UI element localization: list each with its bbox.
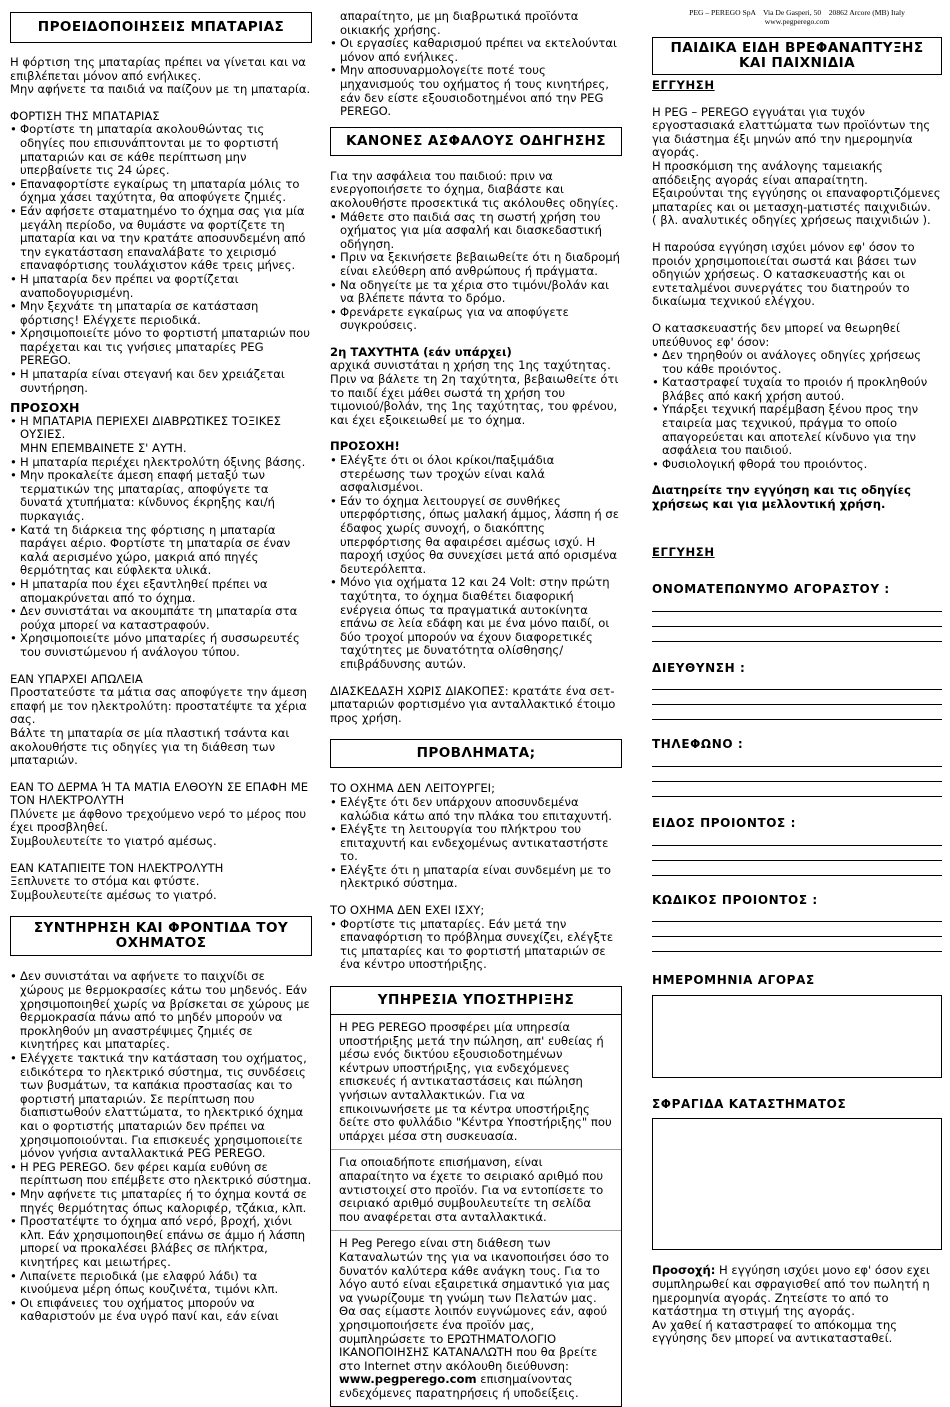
column-driving [330,0,622,1407]
form-line [652,846,942,861]
warranty-note-2: Αν χαθεί ή καταστραφεί το απόκομμα της εγγύησης δεν μπορεί να αντικατασταθεί. [652,1317,897,1346]
warranty-text-1b: Η προσκόμιση της ανάλογης ταμειακής απόδειξης αγοράς είναι απαραίτητη. [652,158,883,187]
skin-heading: ΕΑΝ ΤΟ ΔΕΡΜΑ Ή ΤΑ ΜΑΤΙΑ ΕΛΘΟΥΝ ΣΕ ΕΠΑΦΗ ΜΕ ΤΟΝ ΗΛΕΚΤΡΟΛΥΤΗ [10,779,309,808]
list-item: • Ελέγξτε ότι δεν υπάρχουν αποσυνδεμένα καλώδια κάτω από την πλάκα του επιταχυντή. [330,796,622,823]
caution-heading: ΠΡΟΣΟΧΗ [10,400,80,416]
list-item: • Οι εργασίες καθαρισμού πρέπει να εκτελούνται μόνον από ενήλικες. [330,37,622,64]
service-box [330,986,622,1407]
list-item: • Δεν τηρηθούν οι ανάλογες οδηγίες χρήσεως του κάθε προιόντος. [652,349,942,376]
list-item: • Καταστραφεί τυχαία το προιόν ή προκληθούν βλάβες από κακή χρήση αυτού. [652,376,942,403]
service-text-3 [339,1237,613,1400]
maintenance-list [10,970,312,1323]
warranty-text-1a: Η PEG – PEREGO εγγυάται για τυχόν εργοστασιακά ελαττώματα των προϊόντων της για διάστημα έξι μηνών από την ημερομηνία αγοράς. [652,104,931,160]
purchase-date-label: ΗΜΕΡΟΜΗΝΙΑ ΑΓΟΡΑΣ [652,973,815,988]
service-url: www.pegperego.com [339,1372,477,1387]
list-item: • Η μπαταρία περιέχει ηλεκτρολύτη όξινης βάσης. [10,456,312,470]
form-line [652,861,942,876]
battery-intro-2: Μην αφήνετε τα παιδιά να παίζουν με τη μπαταρία. [10,82,311,97]
swallow-text-1: Ξεπλυνετε το στόμα και φτύστε. [10,874,200,889]
service-tail: επισημαίνοντας ενδεχόμενες παρατηρήσεις ή υποδείξεις. [339,1372,579,1400]
service-text-2: Για οποιαδήποτε επισήμανση, είναι απαραίτητο να έχετε το σειριακό αριθμό που αντιστοιχεί στο προϊόν. Για να εντοπίσετε το σειριακό αριθμό συμβουλευτείτε τη σελίδα που αναφέρεται στα ανταλλακτικά. [339,1155,604,1224]
caution-list [10,415,312,660]
service-section-2 [331,1149,621,1230]
form-line [652,627,942,642]
list-item: • Ελέγξτε τη λειτουργία του πλήκτρου του επιταχυντή και ενδεχομένως αντικαταστήστε το. [330,823,622,864]
store-stamp-label: ΣΦΡΑΓΙΔΑ ΚΑΤΑΣΤΗΜΑΤΟΣ [652,1096,847,1111]
warranty-heading: ΕΓΓΥΗΣΗ [652,78,715,92]
list-item: • Φυσιολογική φθορά του προιόντος. [652,458,942,472]
list-item: • Να οδηγείτε με τα χέρια στο τιμόνι/βολάν και να βλέπετε πάντα το δρόμο. [330,279,622,306]
company-website: www.pegperego.com [764,17,830,26]
address-field[interactable] [652,675,942,720]
problem2-list [330,918,622,972]
list-item: • Η μπαταρία που έχει εξαντληθεί πρέπει να απομακρύνεται από το όχημα. [10,578,312,605]
product-code-field[interactable] [652,907,942,952]
form-line [652,907,942,922]
safe-list [330,211,622,333]
form-line [652,782,942,797]
battery-intro-1: Η φόρτιση της μπαταρίας πρέπει να γίνεται και να επιβλέπεται μόνον από ενήλικες. [10,55,306,83]
maintenance-title: ΣΥΝΤΗΡΗΣΗ ΚΑΙ ΦΡΟΝΤΙΔΑ ΤΟΥ ΟΧΗΜΑΤΟΣ [10,916,312,956]
service-section-3 [331,1230,621,1406]
list-item: • Η μπαταρία δεν πρέπει να φορτίζεται αναποδογυρισμένη. [10,273,312,300]
charging-list [10,123,312,395]
purchase-date-box[interactable] [652,995,942,1078]
list-item: • Οι επιφάνειες του οχήματος μπορούν να καθαριστούν με ένα υγρό πανί και, εάν είναι [10,1297,312,1324]
form-line [652,612,942,627]
buyer-name-field[interactable] [652,597,942,642]
form-heading: ΕΓΓΥΗΣΗ [652,544,715,559]
product-type-label: ΕΙΔΟΣ ΠΡΟΙΟΝΤΟΣ : [652,816,797,830]
problem1-heading: ΤΟ ΟΧΗΜΑ ΔΕΝ ΛΕΙΤΟΥΡΓΕΙ; [330,781,495,796]
note-label: Προσοχή: [652,1263,716,1278]
caution-first-b: ΜΗΝ ΕΠΕΜΒΑΙΝΕΤΕ Σ' ΑΥΤΗ. [20,441,187,456]
service-text-3-body: Η Peg Perego είναι στη διάθεση των Καταναλωτών της για να ικανοποιήσει όσο το δυνατόν καλύτερα κάθε ανάγκη τους. Για το λόγο αυτό είναι εξαιρετικά σημαντικό για μας να γνωρίζουμε τη γνώμη των Πελατών μας. Θα σας είμαστε λοιπόν ευγνώμονες εάν, αφού χρησιμοποιήσετε ένα προϊόν μας, συμπληρώσετε το ΕΡΩΤΗΜΑΤΟΛΟΓΙΟ ΙΚΑΝΟΠΟΙΗΣΗΣ ΚΑΤΑΝΑΛΩΤΗ που θα βρείτε στο Internet στην ακόλουθη διεύθυνση: [339,1236,611,1373]
list-item: • Χρησιμοποιείτε μόνο μπαταρίες ή συσσωρευτές του συνιστώμενου ή ανάλογου τύπου. [10,632,312,659]
form-line [652,831,942,846]
company-address: PEG – PEREGO SpA Via De Gasperi, 50 20862 Arcore (MB) Italy [689,8,905,17]
form-line [652,690,942,705]
problem2-heading: ΤΟ ΟΧΗΜΑ ΔΕΝ ΕΧΕΙ ΙΣΧΥ; [330,903,485,918]
list-item: • Υπάρξει τεχνική παρέμβαση ξένου προς την εταιρεία μας τεχνικού, πράγμα το οποίο απαγορεύεται και αποτελεί κίνδυνο για την ασφάλεια του παιδιού. [652,403,942,457]
warranty-text-1c: Εξαιρούνται της εγγύησης οι επαναφορτιζόμενες μπαταρίες και οι μετασχη-ματιστές παιχνιδιών. [652,186,941,214]
list-item: • Δεν συνιστάται να αφήνετε το παιχνίδι σε χώρους με θερμοκρασίες κάτω του μηδενός. Εάν χρησιμοποιηθεί χωρίς να βρίσκεται σε χώρους με θερμοκρασία πάνω από το μηδέν μπορούν να προκληθούν μη αναστρέψιμες ζημιές σε κινητήρες και μπαταρίες. [10,970,312,1052]
buyer-name-label: ΟΝΟΜΑΤΕΠΩΝΥΜΟ ΑΓΟΡΑΣΤΟΥ : [652,582,890,597]
list-item: • Φορτίστε τις μπαταρίες. Εάν μετά την επαναφόρτιση το πρόβλημα συνεχίζει, ελέγξτε τις μπαταρίες και το φορτιστή μπαταριών σε ένα κέντρο υποστήριξης. [330,918,622,972]
fun-text: ΔΙΑΣΚΕΔΑΣΗ ΧΩΡΙΣ ΔΙΑΚΟΠΕΣ: κρατάτε ένα σετ-μπαταριών φορτισμένο για ανταλλακτικό έτοιμο προς χρήση. [330,683,616,725]
list-item: • Δεν συνιστάται να ακουμπάτε τη μπαταρία στα ρούχα μπορεί να καταστραφούν. [10,605,312,632]
speed-text: αρχικά συνιστάται η χρήση της 1ης ταχύτητας. Πριν να βάλετε τη 2η ταχύτητα, βεβαιωθείτε ότι το παιδί έχει μάθει σωστά τη χρήση του τιμονιού/βολάν, της 1ης ταχύτητας, του φρένου, και έχει εξοικειωθεί με το όχημα. [330,358,619,427]
list-item [10,415,312,456]
list-item: • Μην αποσυναρμολογείτε ποτέ τους μηχανισμούς του οχήματος ή τους κινητήρες, εάν δεν είστε εξουσιοδοτημένοι από την PEG PEREGO. [330,64,622,118]
warranty-title: ΠΑΙΔΙΚΑ ΕΙΔΗ ΒΡΕΦΑΝΑΠΤΥΞΗΣ ΚΑΙ ΠΑΙΧΝΙΔΙΑ [652,37,942,75]
note-text: Η εγγύηση ισχύει μονο εφ' όσον εχει συμπληρωθεί και σφραγισθεί από τον πωλητή η ημερομηνία αγοράς. Ζητείστε το από το κατάστημα τη στιγμή της αγοράς. [652,1263,930,1319]
list-item: • Μάθετε στο παιδιά σας τη σωστή χρήση του οχήματος για μία ασφαλή και διασκεδαστική οδήγηση. [330,211,622,252]
battery-warnings-title: ΠΡΟΕΙΔΟΠΟΙΗΣΕΙΣ ΜΠΑΤΑΡΙΑΣ [10,12,312,43]
problems-title: ΠΡΟΒΛΗΜΑΤΑ; [330,739,622,768]
warranty-note [652,1264,942,1318]
leak-heading: ΕΑΝ ΥΠΑΡΧΕΙ ΑΠΩΛΕΙΑ [10,671,143,686]
form-line [652,937,942,952]
cont-item-1: απαραίτητο, με μη διαβρωτικά προϊόντα οικιακής χρήσης. [340,9,579,37]
store-stamp-box[interactable] [652,1118,942,1250]
caution2-heading: ΠΡΟΣΟΧΗ! [330,439,400,454]
caution-first-a: Η ΜΠΑΤΑΡΙΑ ΠΕΡΙΕΧΕΙ ΔΙΑΒΡΩΤΙΚΕΣ ΤΟΞΙΚΕΣ ΟΥΣΙΕΣ. [20,413,281,442]
skin-text-2: Συμβουλευτείτε το γιατρό αμέσως. [10,834,217,849]
list-item: • Εάν αφήσετε σταματημένο το όχημα σας για μία μεγάλη περίοδο, να θυμάστε να φορτίζετε τη μπαταρία και να την κρατάτε αποσυνδεμένη από την εγκατάσταση επαναλάβατε το χειρισμό επαναφόρτισης τουλάχιστον κάθε τρεις μήνες. [10,205,312,273]
caution2-list [330,454,622,672]
list-item: • Κατά τη διάρκεια της φόρτισης η μπαταρία παράγει αέριο. Φορτίστε τη μπαταρία σε έναν καλά αερισμένο χώρο, μακριά από πηγές θερμότητας και εύφλεκτα υλικά. [10,524,312,578]
safe-intro: Για την ασφάλεια του παιδιού: πριν να ενεργοποιήσετε το όχημα, διαβάστε και ακολουθήστε προσεκτικά τις ακόλουθες οδηγίες. [330,168,619,210]
speed-heading: 2η ΤΑΧΥΤΗΤΑ (εάν υπάρχει) [330,344,512,359]
list-item: • Πριν να ξεκινήσετε βεβαιωθείτε ότι η διαδρομή είναι ελεύθερη από ανθρώπους ή πράγματα. [330,251,622,278]
form-line [652,597,942,612]
form-line [652,705,942,720]
list-item: • Χρησιμοποιείτε μόνο το φορτιστή μπαταριών που παρέχεται και τις γνήσιες μπαταρίες PEG PEREGO. [10,327,312,368]
form-line [652,675,942,690]
skin-text-1: Πλύνετε με άφθονο τρεχούμενο νερό το μέρος που έχει προσβληθεί. [10,806,307,835]
leak-text-1: Προστατεύστε τα μάτια σας αποφύγετε την άμεση επαφή με τον ηλεκτρολύτη: προστατέψτε τα χέρια σας. [10,685,308,727]
product-code-label: ΚΩΔΙΚΟΣ ΠΡΟΙΟΝΤΟΣ : [652,892,818,907]
warranty-keep-note: Διατηρείτε την εγγύηση και τις οδηγίες χρήσεως και για μελλοντική χρήση. [652,483,912,512]
column-battery [10,0,312,1324]
list-item: • Προστατέψτε το όχημα από νερό, βροχή, χιόνι κλπ. Εάν χρησιμοποιηθεί επάνω σε άμμο ή λάσπη μπορεί να προκαλέσει βλάβες σε πλήκτρα, κινητήρες και μειωτήρες. [10,1215,312,1269]
safe-driving-title: ΚΑΝΟΝΕΣ ΑΣΦΑΛΟΥΣ ΟΔΗΓΗΣΗΣ [330,127,622,156]
warranty-text-3: Ο κατασκευαστής δεν μπορεί να θεωρηθεί υπεύθυνος εφ' όσον: [652,320,900,349]
list-item: • Μην ξεχνάτε τη μπαταρία σε κατάσταση φόρτισης! Ελέγχετε περιοδικά. [10,300,312,327]
list-item: • Ελέγχετε τακτικά την κατάσταση του οχήματος, ειδικότερα το ηλεκτρικό σύστημα, τις συνδέσεις των βυσμάτων, τα καπάκια προστασίας και το φορτιστή μπαταριών. Σε περίπτωση που διαπιστωθούν ελαττώματα, το ηλεκτρικό όχημα και ο φορτιστής μπαταριών δεν πρέπει να χρησιμοποιούνται. Για επισκευές χρησιμοποιείτε μόνον γνήσια ανταλλακτικά PEG PEREGO. [10,1052,312,1161]
form-line [652,767,942,782]
list-item: • Λιπαίνετε περιοδικά (με ελαφρύ λάδι) τα κινούμενα μέρη όπως κουζινέτα, τιμόνι κλπ. [10,1270,312,1297]
address-label: ΔΙΕΥΘΥΝΣΗ : [652,660,746,675]
list-item: • Ελέγξτε ότι οι όλοι κρίκοι/παξιμάδια στερέωσης των τροχών είναι καλά ασφαλισμένοι. [330,454,622,495]
leak-text-2: Βάλτε τη μπαταρία σε μία πλαστική τσάντα και ακολουθήστε τις οδηγίες για τη διάθεση των μπαταριών. [10,725,290,768]
warranty-text-1d: ( βλ. αναλυτικές οδηγίες χρήσεως παιχνιδιών ). [652,213,931,228]
form-line [652,752,942,767]
cont-list [330,37,622,119]
list-item: • Η μπαταρία είναι στεγανή και δεν χρειάζεται συντήρηση. [10,368,312,395]
column-warranty [652,0,942,1346]
list-item: • Φορτίστε τη μπαταρία ακολουθώντας τις οδηγίες που επισυνάπτονται με το φορτιστή μπαταριών και σε κάθε περίπτωση μην υπερβαίνετε τις 24 ώρες. [10,123,312,177]
swallow-text-2: Συμβουλευτείτε αμέσως το γιατρό. [10,887,217,902]
list-item: • Εάν το όχημα λειτουργεί σε συνθήκες υπερφόρτισης, όπως μαλακή άμμος, λάσπη ή σε έδαφος χωρίς συνοχή, ο διακόπτης υπερφόρτισης θα αφαιρέσει αμέσως ισχύ. Η παροχή ισχύος θα συνεχίσει μετά από ορισμένα δευτερόλεπτα. [330,495,622,577]
problem1-list [330,796,622,891]
list-item: • Μην προκαλείτε άμεση επαφή μεταξύ των τερματικών της μπαταρίας, αποφύγετε τα δυνατά χτυπήματα: κίνδυνος έκρηξης και/ή πυρκαγιάς. [10,469,312,523]
warranty-list [652,349,942,471]
list-item: • Φρενάρετε εγκαίρως για να αποφύγετε συγκρούσεις. [330,306,622,333]
charging-heading: ΦΟΡΤΙΣΗ ΤΗΣ ΜΠΑΤΑΡΙΑΣ [10,108,160,123]
list-item: • Μόνο για οχήματα 12 και 24 Volt: στην πρώτη ταχύτητα, το όχημα διαθέτει διαφορική ενέργεια όπως τα πραγματικά αυτοκίνητα επάνω σε λεία εδάφη και με ένα μόνο παιδί, οι δύο τροχοί μπορούν να έχουν διαφορετικές ταχύτητες με δυνατότητα ολίσθησης/επιβράδυνσης αυτών. [330,576,622,671]
warranty-text-2: Η παρούσα εγγύηση ισχύει μόνον εφ' όσον το προιόν χρησιμοποιείται σωστά και βάσει των οδηγιών χρήσεως. Ο κατασκευαστής και οι εντεταλμένοι συνεργάτες του διατηρούν το δικαίωμα τεχνικού ελέγχου. [652,239,917,309]
list-item: • Επαναφορτίστε εγκαίρως τη μπαταρία μόλις το όχημα χάσει ταχύτητα, θα αποφύγετε ζημιές. [10,178,312,205]
phone-label: ΤΗΛΕΦΩΝΟ : [652,737,744,752]
list-item: • Μην αφήνετε τις μπαταρίες ή το όχημα κοντά σε πηγές θερμότητας όπως καλοριφέρ, τζάκια, κλπ. [10,1188,312,1215]
form-line [652,922,942,937]
product-type-field[interactable] [652,831,942,876]
service-text-1: Η PEG PEREGO προσφέρει μία υπηρεσία υποστήριξης μετά την πώληση, απ' ευθείας ή μέσω ενός δικτύου εξουσιοδοτημένων κέντρων υποστήριξης, για ενδεχόμενες επισκευές ή αντικαταστάσεις και πώληση γνήσιων ανταλλακτικών. Για να επικοινωνήσετε με τα κέντρα υποστήριξης δείτε στο φυλλάδιο "Κέντρα Υποστήριξης" που υπάρχει μέσα στη συσκευασία. [339,1020,612,1143]
swallow-heading: ΕΑΝ ΚΑΤΑΠΙΕΙΤΕ ΤΟΝ ΗΛΕΚΤΡΟΛΥΤΗ [10,860,224,875]
list-item: • Ελέγξτε ότι η μπαταρία είναι συνδεμένη με το ηλεκτρικό σύστημα. [330,864,622,891]
list-item: • Η PEG PEREGO. δεν φέρει καμία ευθύνη σε περίπτωση που επέμβετε στο ηλεκτρικό σύστημα. [10,1161,312,1188]
service-section-1 [331,1015,621,1149]
service-title: ΥΠΗΡΕΣΙΑ ΥΠΟΣΤΗΡΙΞΗΣ [331,987,621,1015]
phone-field[interactable] [652,752,942,797]
